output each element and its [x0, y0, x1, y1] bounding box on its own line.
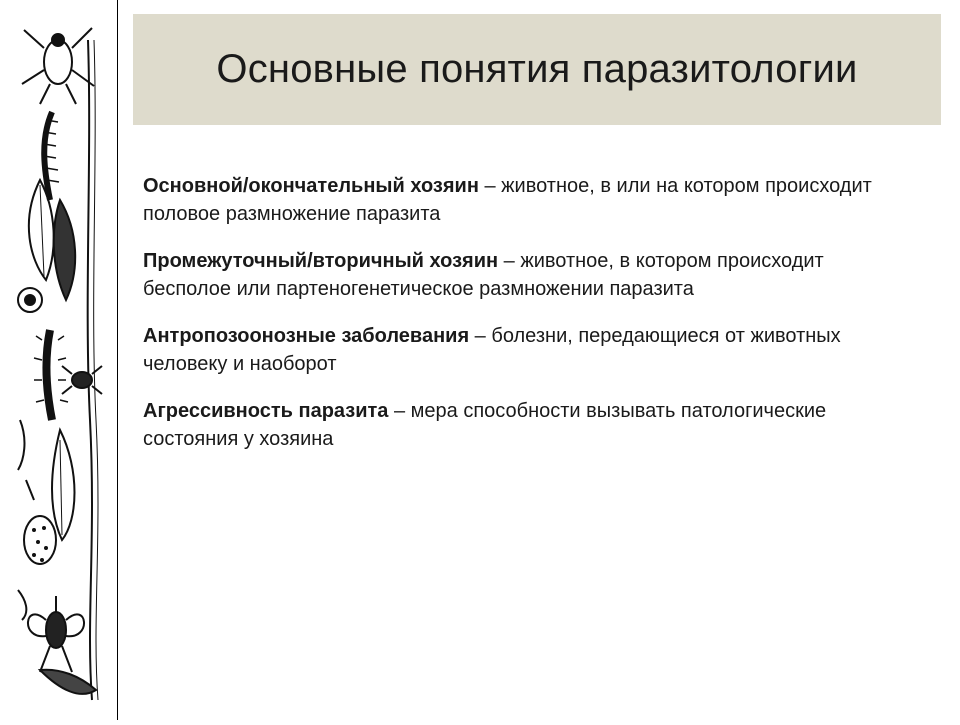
definition-term: Промежуточный/вторичный хозяин: [143, 250, 499, 272]
illustration-divider-line: [117, 0, 118, 720]
definition-term: Агрессивность паразита: [143, 400, 389, 422]
definition-text: – животное, в или на котором происходит половое размножение паразита: [143, 175, 872, 225]
parasite-illustration-column: [0, 0, 118, 720]
definition-item: [143, 247, 903, 303]
definition-text: – животное, в котором происходит бесполое или партеногенетическое размножении паразита: [143, 250, 824, 300]
definition-term: Антропозоонозные заболевания: [143, 325, 470, 347]
definition-term: Основной/окончательный хозяин: [143, 175, 479, 197]
definitions-list: [143, 172, 903, 472]
page-title: Основные понятия паразитологии: [216, 47, 858, 91]
definition-item: [143, 172, 903, 228]
definition-text: – болезни, передающиеся от животных человеку и наоборот: [143, 325, 841, 375]
definition-text: – мера способности вызывать патологические состояния у хозяина: [143, 400, 827, 450]
parasite-illustration-icon: [0, 0, 118, 720]
definition-item: [143, 397, 903, 453]
title-band: [133, 14, 941, 125]
definition-item: [143, 322, 903, 378]
